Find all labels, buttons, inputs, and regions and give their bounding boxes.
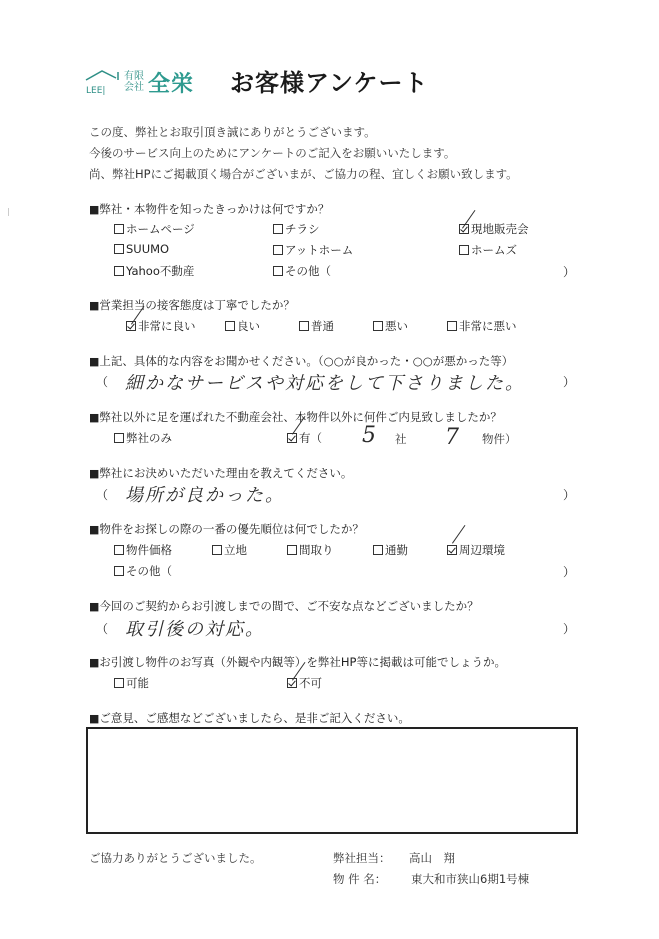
scan-mark [8, 208, 9, 216]
option-flyer[interactable] [273, 221, 320, 237]
logo-small-text-1: 有限 [124, 71, 144, 82]
checkbox[interactable] [447, 321, 457, 331]
house-logo-icon [84, 68, 120, 96]
open-paren: （ [96, 375, 109, 389]
checkbox[interactable] [273, 245, 283, 255]
option-commute[interactable] [373, 542, 408, 558]
option-label: 非常に悪い [459, 319, 517, 333]
question-comments: ■ ご意見、ご感想などございましたら、是非ご記入ください。 [89, 710, 410, 726]
option-normal[interactable] [299, 318, 334, 334]
svg-text:LEE|: LEE| [86, 86, 106, 96]
logo-company-name: 全栄 [148, 71, 195, 97]
option-yes[interactable] [287, 430, 322, 446]
option-floor-plan[interactable] [287, 542, 334, 558]
checkbox[interactable] [459, 245, 469, 255]
option-label: ホームページ [126, 222, 195, 236]
option-label: 物件価格 [126, 543, 172, 557]
option-label: その他（ [126, 564, 172, 578]
option-open-house[interactable] [459, 221, 529, 237]
question-details: ■ 上記、具体的な内容をお聞かせください。（○○が良かった・○○が悪かった等） [89, 353, 513, 369]
handwritten-check-mark-icon [452, 525, 465, 544]
checkbox[interactable] [273, 224, 283, 234]
question-concerns: ■ 今回のご契約からお引渡しまでの間で、ご不安な点などございましたか？ [89, 598, 479, 614]
open-paren: （ [96, 488, 109, 502]
question-priority: ■ 物件をお探しの際の一番の優先順位は何でしたか？ [89, 521, 364, 537]
option-label: ホームズ [471, 243, 517, 257]
option-label: 間取り [299, 543, 334, 557]
thanks-message: ご協力ありがとうございました。 [89, 851, 262, 865]
option-athome[interactable] [273, 242, 353, 258]
option-very-bad[interactable] [447, 318, 517, 334]
property-name: 東大和市狭山6期1号棟 [411, 872, 530, 886]
option-label: 現地販売会 [471, 222, 529, 236]
option-label: その他（ [285, 264, 331, 278]
question-photo-permission: ■ お引渡し物件のお写真（外観や内観等）を弊社HP等に掲載は可能でしょうか。 [89, 654, 506, 670]
option-label: 良い [237, 319, 260, 333]
option-allowed[interactable] [114, 675, 149, 691]
properties-unit: 物件） [482, 432, 517, 446]
close-paren: ） [563, 488, 576, 502]
option-suumo[interactable] [114, 242, 169, 256]
logo-company-type [124, 71, 144, 93]
companies-unit: 社 [395, 432, 407, 446]
question-reason: ■ 弊社にお決めいただいた理由を教えてください。 [89, 465, 352, 481]
handwritten-answer-details[interactable]: 細かなサービスや対応をして下さりました。 [125, 373, 525, 394]
handwritten-companies-count[interactable]: 5 [362, 423, 376, 448]
checkbox[interactable] [114, 224, 124, 234]
company-logo [84, 64, 194, 100]
checkbox[interactable] [114, 244, 124, 254]
checkbox[interactable] [273, 266, 283, 276]
option-label: SUUMO [126, 242, 170, 256]
option-homepage[interactable] [114, 221, 195, 237]
checkbox[interactable] [114, 678, 124, 688]
checkbox[interactable] [114, 266, 124, 276]
option-label: チラシ [285, 222, 320, 236]
handwritten-properties-count[interactable]: 7 [445, 425, 459, 450]
option-only-us[interactable] [114, 430, 172, 446]
page-title: お客様アンケート [230, 69, 429, 97]
checkbox-checked[interactable] [287, 678, 297, 688]
checkbox[interactable] [225, 321, 235, 331]
option-label: 有（ [299, 431, 322, 445]
option-label: 可能 [126, 676, 149, 690]
option-label: 悪い [385, 319, 408, 333]
other-close-paren: ） [563, 265, 576, 279]
option-label: 立地 [224, 543, 247, 557]
handwritten-answer-reason[interactable]: 場所が良かった。 [125, 485, 285, 506]
option-surroundings[interactable] [447, 542, 505, 558]
option-label: 不可 [299, 676, 322, 690]
other-close-paren: ） [563, 565, 576, 579]
option-label: 通勤 [385, 543, 408, 557]
property-label: 物 件 名： [333, 872, 387, 886]
staff-label: 弊社担当： [333, 851, 391, 865]
checkbox[interactable] [373, 545, 383, 555]
checkbox[interactable] [373, 321, 383, 331]
intro-line-3: 尚、弊社HPにご掲載頂く場合がございまが、ご協力の程、宜しくお願い致します。 [89, 167, 518, 181]
checkbox[interactable] [114, 433, 124, 443]
option-label: 弊社のみ [126, 431, 172, 445]
option-location[interactable] [212, 542, 247, 558]
checkbox[interactable] [114, 545, 124, 555]
option-other[interactable] [273, 263, 331, 279]
checkbox-checked[interactable] [126, 321, 136, 331]
question-other-visits: ■ 弊社以外に足を運ばれた不動産会社、本物件以外に何件ご内見致しましたか？ [89, 409, 502, 425]
close-paren: ） [563, 375, 576, 389]
intro-line-2: 今後のサービス向上のためにアンケートのご記入をお願いいたします。 [89, 146, 456, 160]
checkbox-checked[interactable] [447, 545, 457, 555]
close-paren: ） [563, 622, 576, 636]
question-how-found: ■ 弊社・本物件を知ったきっかけは何ですか？ [89, 201, 329, 217]
option-homes[interactable] [459, 242, 517, 258]
handwritten-answer-concerns[interactable]: 取引後の対応。 [125, 619, 265, 640]
logo-small-text-2: 会社 [124, 82, 144, 93]
question-staff-attitude: ■ 営業担当の接客態度は丁寧でしたか？ [89, 297, 295, 313]
option-very-good[interactable] [126, 318, 196, 334]
checkbox[interactable] [299, 321, 309, 331]
option-label: アットホーム [285, 243, 354, 257]
option-other[interactable] [114, 563, 172, 579]
option-good[interactable] [225, 318, 260, 334]
option-price[interactable] [114, 542, 172, 558]
intro-line-1: この度、弊社とお取引頂き誠にありがとうございます。 [89, 125, 376, 139]
open-paren: （ [96, 622, 109, 636]
option-not-allowed[interactable] [287, 675, 322, 691]
option-yahoo[interactable] [114, 263, 194, 279]
comments-box[interactable] [86, 727, 578, 834]
option-label: 周辺環境 [459, 543, 505, 557]
option-label: 普通 [311, 319, 334, 333]
option-label: 非常に良い [138, 319, 196, 333]
checkbox-checked[interactable] [287, 433, 297, 443]
checkbox[interactable] [114, 566, 124, 576]
option-label: Yahoo不動産 [126, 264, 195, 278]
staff-name: 高山 翔 [409, 851, 455, 865]
checkbox[interactable] [287, 545, 297, 555]
checkbox[interactable] [212, 545, 222, 555]
option-bad[interactable] [373, 318, 408, 334]
